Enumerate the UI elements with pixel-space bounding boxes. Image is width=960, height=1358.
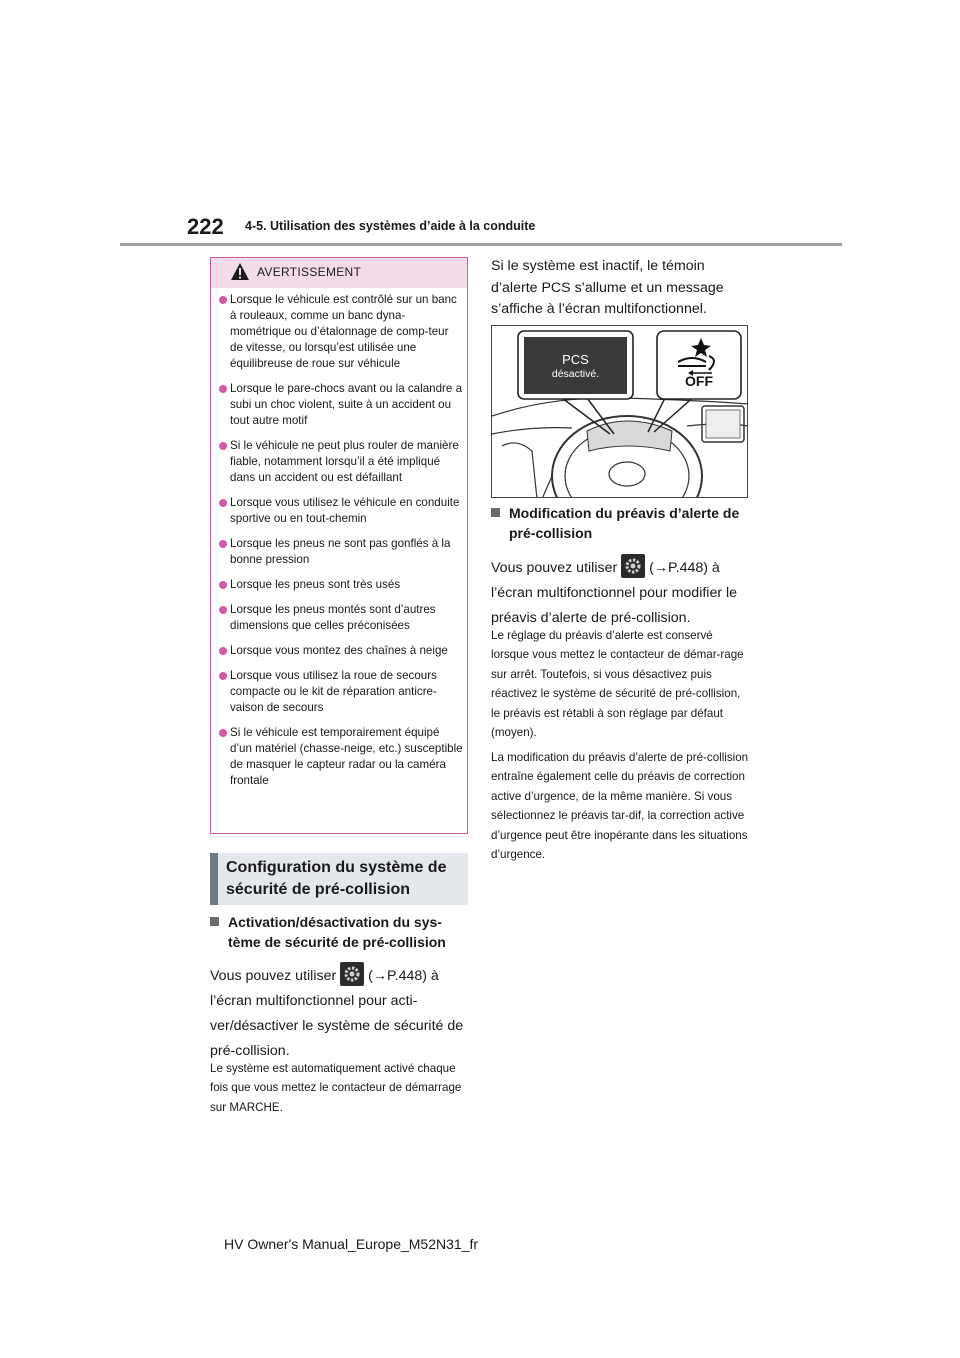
off-label: OFF xyxy=(685,373,713,389)
footer-manual-id: HV Owner's Manual_Europe_M52N31_fr xyxy=(224,1236,479,1252)
warning-item: Lorsque les pneus montés sont d’autres dimensions que celles préconisées xyxy=(219,602,463,634)
page-number: 222 xyxy=(187,214,224,239)
warning-list xyxy=(219,292,463,798)
pcs-label: PCS xyxy=(562,352,589,367)
bullet-icon xyxy=(219,672,227,680)
warning-item: Lorsque le véhicule est contrôlé sur un banc à rouleaux, comme un banc dyna-mométrique ou d’étalonnage de comp-teur de vitesse, ou lorsqu’est utilisée une équilibreuse de roue sur véhicule xyxy=(219,292,463,372)
bullet-icon xyxy=(219,606,227,614)
bullet-icon xyxy=(219,385,227,393)
activation-note: Le système est automatiquement activé chaque fois que vous mettez le contacteur de démarrage sur MARCHE. xyxy=(210,1062,462,1114)
warning-header xyxy=(211,258,467,288)
warning-item: Lorsque vous utilisez le véhicule en conduite sportive ou en tout-chemin xyxy=(219,495,463,527)
section-title: 4-5. Utilisation des systèmes d’aide à la conduite xyxy=(245,219,536,233)
settings-gear-icon xyxy=(340,962,364,986)
pcs-intro: Si le système est inactif, le témoin d’alerte PCS s’allume et un message s’affiche à l’écran multifonctionnel. xyxy=(491,258,724,317)
modification-note-1: Le réglage du préavis d’alerte est conservé lorsque vous mettez le contacteur de démar-rage sur arrêt. Toutefois, si vous désactivez puis réactivez le système de sécurité de pré-collision, le préavis est rétabli à son réglage par défaut (moyen). xyxy=(491,629,744,740)
config-heading: Configuration du système de sécurité de pré-collision xyxy=(226,859,447,898)
warning-item: Lorsque les pneus sont très usés xyxy=(219,577,463,593)
modification-note-2: La modification du préavis d’alerte de pré-collision entraîne également celle du préavis de correction active d’urgence, de la même manière. Si vous sélectionnez le préavis tar-dif, la correction active d’urgence peut être inopérante dans les situations d’urgence. xyxy=(491,751,749,862)
square-bullet-icon xyxy=(210,917,219,926)
warning-item: Si le véhicule ne peut plus rouler de manière fiable, notamment lorsqu’il a été impliqué dans un accident ou est défaillant xyxy=(219,438,463,486)
warning-item: Lorsque vous utilisez la roue de secours compacte ou le kit de réparation anticre-vaison de secours xyxy=(219,668,463,716)
warning-item: Lorsque le pare-chocs avant ou la calandre a subi un choc violent, suite à un accident ou tout autre motif xyxy=(219,381,463,429)
config-heading-box xyxy=(210,853,468,905)
activation-body: Vous pouvez utiliser (→P.448) à l’écran multifonctionnel pour acti-ver/désactiver le système de sécurité de pré-collision. xyxy=(210,962,472,1064)
settings-gear-icon xyxy=(621,554,645,578)
pcs-figure xyxy=(491,325,748,498)
header-divider xyxy=(120,243,842,246)
warning-box xyxy=(210,257,468,834)
bullet-icon xyxy=(219,729,227,737)
modification-body: Vous pouvez utiliser (→P.448) à l’écran multifonctionnel pour modifier le préavis d’alerte de pré-collision. xyxy=(491,554,753,631)
bullet-icon xyxy=(219,296,227,304)
square-bullet-icon xyxy=(491,508,500,517)
bullet-icon xyxy=(219,581,227,589)
warning-icon xyxy=(230,262,250,281)
warning-item: Lorsque les pneus ne sont pas gonflés à la bonne pression xyxy=(219,536,463,568)
warning-item: Lorsque vous montez des chaînes à neige xyxy=(219,643,463,659)
warning-item: Si le véhicule est temporairement équipé d’un matériel (chasse-neige, etc.) susceptible de masquer le capteur radar ou la caméra frontale xyxy=(219,725,463,789)
pcs-status: désactivé. xyxy=(551,368,600,380)
bullet-icon xyxy=(219,647,227,655)
bullet-icon xyxy=(219,442,227,450)
warning-title: AVERTISSEMENT xyxy=(257,265,362,279)
bullet-icon xyxy=(219,499,227,507)
bullet-icon xyxy=(219,540,227,548)
